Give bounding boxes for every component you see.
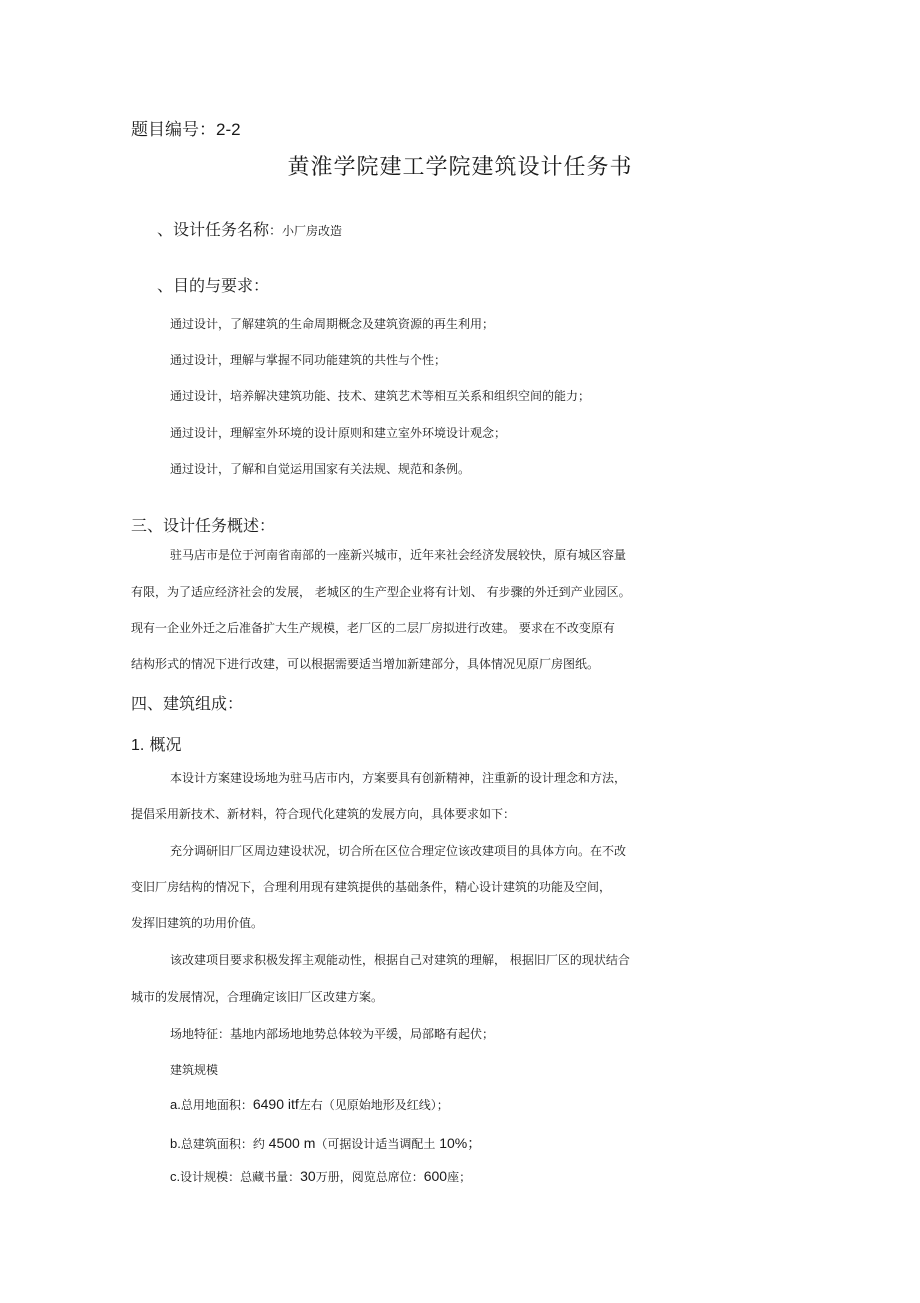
scale-item-c-text3: 座； [447,1170,472,1184]
scale-item-a-text1: 总用地面积： [180,1098,253,1112]
section-overview-heading: 三、设计任务概述： [131,516,276,535]
scale-item-b-text1: 总建筑面积：约 [180,1137,269,1151]
scale-item-c-v1: 30 [300,1168,316,1184]
goal-item-4: 通过设计，理解室外环境的设计原则和建立室外环境设计观念； [170,426,507,440]
scale-item-c-text2: 万册，阅览总席位： [315,1170,424,1184]
scale-item-c-text1: 设计规模：总藏书量： [180,1170,301,1184]
section-goals-heading: 、目的与要求： [157,276,270,295]
overview-line-2: 有限，为了适应经济社会的发展， 老城区的生产型企业将有计划、 有步骤的外迁到产业园区。 [131,585,631,599]
building-scale-label: 建筑规模 [170,1063,219,1077]
topic-code [131,115,241,140]
section-task-name [157,217,342,240]
composition-line-4: 变旧厂房结构的情况下，合理利用现有建筑提供的基础条件，精心设计建筑的功能及空间， [131,880,612,894]
scale-item-c-prefix: c. [170,1169,181,1184]
section-task-name-value: 小厂房改造 [282,224,343,238]
composition-line-2: 提倡采用新技术、新材料，符合现代化建筑的发展方向，具体要求如下： [131,807,516,821]
scale-item-c [170,1168,471,1185]
goal-item-5: 通过设计，了解和自觉运用国家有关法规、规范和条例。 [170,462,471,476]
scale-item-a [170,1096,449,1113]
overview-line-1: 驻马店市是位于河南省南部的一座新兴城市，近年来社会经济发展较快，原有城区容量 [170,548,627,562]
scale-item-b-value: 4500 m [268,1135,316,1151]
goal-item-3: 通过设计，培养解决建筑功能、技术、建筑艺术等相互关系和组织空间的能力； [170,389,591,403]
composition-line-5: 发挥旧建筑的功用价值。 [131,916,264,930]
subsection-overview [131,732,181,755]
scale-item-a-prefix: a. [170,1097,181,1112]
scale-item-a-text2: 左右（见原始地形及红线）； [298,1098,449,1112]
overview-line-4: 结构形式的情况下进行改建，可以根据需要适当增加新建部分，具体情况见原厂房图纸。 [131,657,600,671]
scale-item-b-text2: （可据设计适当调配土 [315,1137,440,1151]
overview-line-3: 现有一企业外迁之后准备扩大生产规模，老厂区的二层厂房拟进行改建。 要求在不改变原有 [131,621,615,635]
section-task-name-colon: ： [269,224,283,239]
composition-line-1: 本设计方案建设场地为驻马店市内，方案要具有创新精神，注重新的设计理念和方法， [170,771,627,785]
scale-item-c-v2: 600 [423,1168,448,1184]
section-composition-heading: 四、建筑组成： [131,694,244,713]
topic-code-value: 2-2 [216,120,241,139]
subsection-title: 概况 [149,735,182,754]
scale-item-a-value: 6490 itf [252,1096,299,1112]
composition-line-3: 充分调研旧厂区周边建设状况，切合所在区位合理定位该改建项目的具体方向。在不改 [170,844,627,858]
site-features: 场地特征：基地内部场地地势总体较为平缓，局部略有起伏； [170,1027,495,1041]
scale-item-b [170,1133,481,1153]
topic-code-label: 题目编号： [131,120,216,140]
document-title: 黄淮学院建工学院建筑设计任务书 [287,155,633,180]
section-task-name-heading: 、设计任务名称 [157,220,270,239]
goal-item-1: 通过设计，了解建筑的生命周期概念及建筑资源的再生利用； [170,317,495,331]
composition-line-7: 城市的发展情况，合理确定该旧厂区改建方案。 [131,990,384,1004]
composition-line-6: 该改建项目要求积极发挥主观能动性，根据自己对建筑的理解， 根据旧厂区的现状结合 [170,953,630,967]
goal-item-2: 通过设计，理解与掌握不同功能建筑的共性与个性； [170,353,447,367]
scale-item-b-prefix: b. [170,1136,181,1151]
scale-item-b-pct: 10%； [439,1135,482,1151]
subsection-number: 1. [131,737,145,754]
